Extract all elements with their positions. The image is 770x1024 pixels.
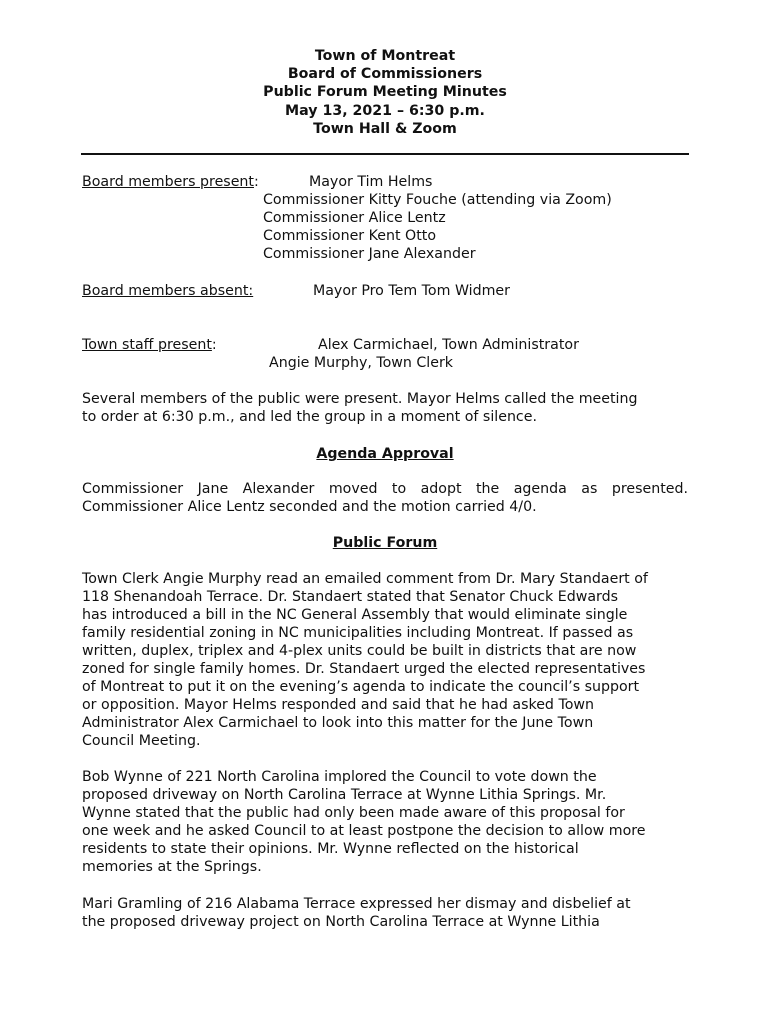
absent-label: Board members absent:: [82, 283, 254, 299]
intro-paragraph: [82, 390, 688, 426]
paragraph-line: Bob Wynne of 221 North Carolina implored the Council to vote down the: [82, 769, 597, 785]
paragraph-line: the proposed driveway project on North Carolina Terrace at Wynne Lithia: [82, 914, 600, 930]
paragraph-line: Administrator Alex Carmichael to look into this matter for the June Town: [82, 715, 594, 731]
agenda-paragraph: Commissioner Jane Alexander moved to adopt the agenda as presented. Commissioner Alice Lentz seconded and the motion carried 4/0.: [82, 481, 688, 515]
paragraph-line: Mari Gramling of 216 Alabama Terrace expressed her dismay and disbelief at: [82, 896, 631, 912]
paragraph-line: Council Meeting.: [82, 733, 201, 749]
staff-label-colon: :: [211, 337, 217, 353]
present-member: Commissioner Alice Lentz: [263, 210, 446, 226]
present-member: Mayor Tim Helms: [309, 174, 433, 190]
header-board: Board of Commissioners: [287, 66, 483, 83]
document-header: [0, 47, 770, 138]
present-member: Commissioner Kent Otto: [263, 228, 436, 244]
forum-paragraph-1: [82, 570, 688, 750]
forum-paragraph-3: [82, 895, 688, 931]
agenda-heading: Agenda Approval: [316, 446, 454, 462]
header-divider: [81, 153, 689, 155]
forum-heading: Public Forum: [332, 535, 438, 551]
intro-line: to order at 6:30 p.m., and led the group in a moment of silence.: [82, 409, 537, 425]
staff-label-text: Town staff present: [82, 337, 212, 353]
paragraph-line: zoned for single family homes. Dr. Standaert urged the elected representatives: [82, 661, 646, 677]
paragraph-line: family residential zoning in NC municipalities including Montreat. If passed as: [82, 625, 634, 641]
paragraph-line: residents to state their opinions. Mr. Wynne reflected on the historical: [82, 841, 579, 857]
paragraph-line: written, duplex, triplex and 4-plex units could be built in districts that are now: [82, 643, 637, 659]
paragraph-line: 118 Shenandoah Terrace. Dr. Standaert stated that Senator Chuck Edwards: [82, 589, 619, 605]
header-town: Town of Montreat: [314, 48, 456, 64]
paragraph-line: of Montreat to put it on the evening’s agenda to indicate the council’s support: [82, 679, 640, 695]
paragraph-line: one week and he asked Council to at least postpone the decision to allow more: [82, 823, 646, 839]
paragraph-line: has introduced a bill in the NC General Assembly that would eliminate single: [82, 607, 628, 623]
present-label-text: Board members present: [82, 174, 254, 190]
staff-member: Angie Murphy, Town Clerk: [269, 355, 454, 371]
present-label: [82, 173, 259, 191]
paragraph-line: proposed driveway on North Carolina Terrace at Wynne Lithia Springs. Mr.: [82, 787, 607, 803]
present-member: Commissioner Kitty Fouche (attending via Zoom): [263, 192, 612, 208]
paragraph-line: or opposition. Mayor Helms responded and said that he had asked Town: [82, 697, 594, 713]
present-label-colon: :: [253, 174, 259, 190]
present-member: Commissioner Jane Alexander: [263, 246, 476, 262]
header-meeting-type: Public Forum Meeting Minutes: [263, 84, 507, 101]
absent-member: Mayor Pro Tem Tom Widmer: [313, 283, 510, 299]
staff-label: [82, 336, 217, 354]
paragraph-line: Wynne stated that the public had only been made aware of this proposal for: [82, 805, 625, 821]
header-date: May 13, 2021 – 6:30 p.m.: [285, 102, 485, 119]
intro-line: Several members of the public were present. Mayor Helms called the meeting: [82, 391, 638, 407]
paragraph-line: memories at the Springs.: [82, 859, 262, 875]
staff-member: Alex Carmichael, Town Administrator: [318, 337, 579, 353]
paragraph-line: Town Clerk Angie Murphy read an emailed comment from Dr. Mary Standaert of: [82, 571, 648, 587]
forum-paragraph-2: [82, 768, 688, 876]
header-location: Town Hall & Zoom: [313, 120, 457, 137]
